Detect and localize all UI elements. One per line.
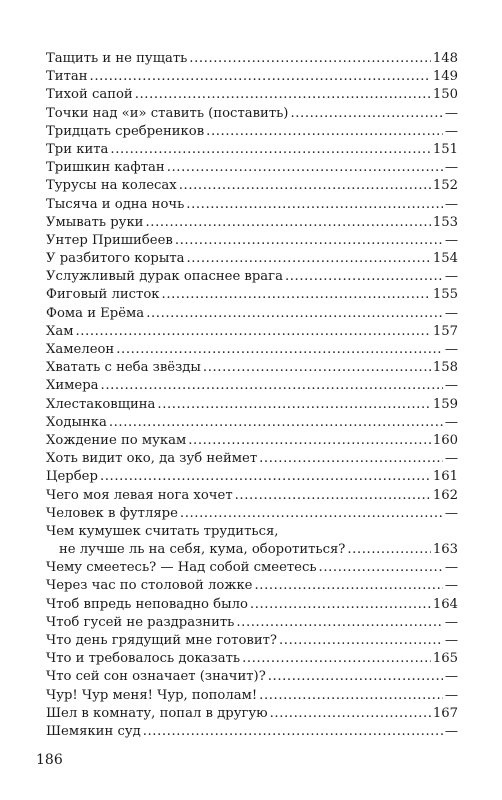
- toc-entry-title: Титан: [46, 69, 88, 85]
- toc-entry-page: —: [444, 414, 458, 430]
- dot-leader: [109, 414, 443, 432]
- toc-entry-title: Чем кумушек считать трудиться,: [46, 523, 279, 539]
- toc-entry-page: 162: [432, 487, 458, 503]
- toc-entry: [46, 250, 458, 268]
- toc-entry-page: —: [444, 269, 458, 285]
- toc-entry-page: 163: [432, 542, 458, 558]
- toc-entry-page: —: [444, 305, 458, 321]
- dot-leader: [279, 632, 443, 650]
- toc-entry-title: Человек в футляре: [46, 505, 178, 521]
- toc-entry-page: 158: [432, 360, 458, 376]
- toc-entry: [46, 723, 458, 741]
- toc-entry-page: —: [444, 723, 458, 739]
- toc-entry-page: 161: [432, 469, 458, 485]
- dot-leader: [157, 396, 430, 414]
- toc-entry: [46, 596, 458, 614]
- toc-entry-title: Тащить и не пущать: [46, 51, 188, 66]
- toc-entry: [46, 123, 458, 141]
- toc-entry: [46, 359, 458, 377]
- toc-entry-page: —: [444, 633, 458, 649]
- toc-entry: [46, 177, 458, 195]
- dot-leader: [100, 468, 431, 486]
- dot-leader: [179, 177, 431, 195]
- toc-entry-page: 165: [432, 651, 458, 667]
- dot-leader: [268, 668, 443, 686]
- dot-leader: [235, 487, 431, 505]
- toc-entry-title: Умывать руки: [46, 214, 144, 230]
- toc-entry-page: 154: [432, 251, 458, 267]
- toc-entry: [46, 68, 458, 86]
- dot-leader: [116, 341, 443, 359]
- dot-leader: [285, 268, 443, 286]
- toc-entry-title: Хам: [46, 323, 74, 339]
- toc-entry-title: Услужливый дурак опаснее врага: [46, 269, 283, 285]
- toc-entry-page: 164: [432, 596, 458, 612]
- toc-entry: [46, 668, 458, 686]
- toc-entry-title: Тихой сапой: [46, 87, 133, 103]
- toc-entry: [46, 632, 458, 650]
- toc-entry-page: —: [444, 105, 458, 121]
- dot-leader: [203, 359, 431, 377]
- toc-entry-title: Чур! Чур меня! Чур, пополам!: [46, 687, 258, 703]
- toc-entry-title: Шел в комнату, попал в другую: [46, 705, 268, 721]
- toc-entry-title: Фома и Ерёма: [46, 305, 145, 321]
- dot-leader: [255, 577, 443, 595]
- toc-entry-title: Чтоб впредь неповадно было: [46, 596, 248, 612]
- toc-entry: [46, 86, 458, 104]
- dot-leader: [167, 159, 443, 177]
- toc-entry-page: 148: [432, 51, 458, 66]
- toc-entry: [46, 286, 458, 304]
- toc-entry: [46, 505, 458, 523]
- toc-entry-page: —: [444, 505, 458, 521]
- toc-entry-title: Через час по столовой ложке: [46, 578, 253, 594]
- dot-leader: [347, 541, 430, 559]
- toc-entry: [46, 650, 458, 668]
- toc-entry-page: 159: [432, 396, 458, 412]
- toc-entry: [46, 50, 458, 68]
- toc-entry-page: 150: [432, 87, 458, 103]
- toc-entry-page: —: [444, 560, 458, 576]
- toc-entry-page: 167: [432, 705, 458, 721]
- dot-leader: [76, 323, 431, 341]
- toc-entry-page: —: [444, 160, 458, 176]
- toc-entry: [46, 305, 458, 323]
- toc-entry-page: —: [444, 123, 458, 139]
- dot-leader: [236, 614, 442, 632]
- toc-entry-page: —: [444, 669, 458, 685]
- dot-leader: [180, 505, 443, 523]
- toc-entry-title: Хлестаковщина: [46, 396, 156, 412]
- toc-entry: [46, 341, 458, 359]
- toc-entry-title: Чтоб гусей не раздразнить: [46, 614, 235, 630]
- toc-entry-title: Что день грядущий мне готовит?: [46, 633, 277, 649]
- dot-leader: [189, 50, 431, 68]
- toc-entry-title: Турусы на колесах: [46, 178, 177, 194]
- toc-entry-title: Что и требовалось доказать: [46, 651, 241, 667]
- toc-entry: [46, 323, 458, 341]
- toc-entry: [46, 414, 458, 432]
- toc-entry: [46, 559, 458, 577]
- toc-entry-page: —: [444, 196, 458, 212]
- toc-entry-title: Три кита: [46, 141, 109, 157]
- page-number: 186: [36, 752, 63, 768]
- toc-entry-title: Чего моя левая нога хочет: [46, 487, 233, 503]
- dot-leader: [146, 305, 443, 323]
- dot-leader: [101, 377, 443, 395]
- toc-entry-page: 151: [432, 141, 458, 157]
- toc-entry: [46, 432, 458, 450]
- table-of-contents: [46, 50, 458, 741]
- toc-entry: [46, 159, 458, 177]
- toc-entry: [46, 487, 458, 505]
- dot-leader: [250, 596, 431, 614]
- toc-entry: [46, 614, 458, 632]
- toc-entry-page: —: [444, 342, 458, 357]
- dot-leader: [242, 650, 431, 668]
- toc-entry-title: Точки над «и» ставить (поставить): [46, 105, 289, 121]
- toc-entry-page: 157: [432, 323, 458, 339]
- toc-entry-page: 152: [432, 178, 458, 194]
- toc-entry-page: 153: [432, 214, 458, 230]
- dot-leader: [290, 105, 442, 123]
- dot-leader: [143, 723, 443, 741]
- toc-entry-title: У разбитого корыта: [46, 251, 185, 267]
- toc-entry-page: 155: [432, 287, 458, 303]
- toc-entry-title: Хождение по мукам: [46, 432, 187, 448]
- toc-entry-title: Тысяча и одна ночь: [46, 196, 185, 212]
- dot-leader: [110, 141, 430, 159]
- toc-entry: [46, 396, 458, 414]
- toc-entry-title: Шемякин суд: [46, 723, 141, 739]
- toc-entry-title: Тридцать сребреников: [46, 123, 205, 139]
- dot-leader: [90, 68, 431, 86]
- dot-leader: [259, 450, 443, 468]
- toc-entry: [46, 577, 458, 595]
- toc-entry-multiline: [46, 523, 458, 559]
- toc-entry: [46, 196, 458, 214]
- toc-entry-title: Унтер Пришибеев: [46, 232, 173, 248]
- toc-entry-page: 149: [432, 69, 458, 85]
- toc-entry-title: Ходынка: [46, 414, 107, 430]
- toc-entry-page: —: [444, 378, 458, 394]
- dot-leader: [319, 559, 443, 577]
- dot-leader: [135, 86, 431, 104]
- toc-entry-continuation: [46, 541, 458, 559]
- dot-leader: [188, 432, 431, 450]
- toc-entry-page: —: [444, 578, 458, 594]
- toc-entry-title: Химера: [46, 378, 99, 394]
- toc-entry-page: —: [444, 614, 458, 630]
- toc-entry: [46, 105, 458, 123]
- dot-leader: [186, 196, 443, 214]
- toc-entry-title: Хоть видит око, да зуб неймет: [46, 451, 258, 467]
- dot-leader: [270, 705, 431, 723]
- toc-entry-title-continued: не лучше ль на себя, кума, оборотиться?: [59, 542, 346, 558]
- dot-leader: [145, 214, 430, 232]
- toc-entry-page: —: [444, 232, 458, 248]
- dot-leader: [259, 687, 443, 705]
- dot-leader: [162, 286, 431, 304]
- toc-entry-title: Фиговый листок: [46, 287, 160, 303]
- dot-leader: [187, 250, 431, 268]
- toc-entry-title: Цербер: [46, 469, 98, 485]
- dot-leader: [206, 123, 443, 141]
- toc-entry: [46, 377, 458, 395]
- toc-entry: [46, 214, 458, 232]
- toc-entry-title: Хватать с неба звёзды: [46, 360, 201, 376]
- toc-entry-page: —: [444, 451, 458, 467]
- toc-entry: [46, 705, 458, 723]
- toc-entry-page: —: [444, 687, 458, 703]
- toc-entry: [46, 687, 458, 705]
- toc-entry: [46, 468, 458, 486]
- dot-leader: [175, 232, 443, 250]
- toc-entry: [46, 268, 458, 286]
- toc-entry: [46, 450, 458, 468]
- toc-entry-title: Хамелеон: [46, 342, 115, 357]
- toc-entry: [46, 141, 458, 159]
- toc-entry-title: Тришкин кафтан: [46, 160, 165, 176]
- toc-entry-title: Что сей сон означает (значит)?: [46, 669, 266, 685]
- toc-entry: [46, 232, 458, 250]
- toc-entry-page: 160: [432, 432, 458, 448]
- toc-entry-title: Чему смеетесь? — Над собой смеетесь: [46, 560, 317, 576]
